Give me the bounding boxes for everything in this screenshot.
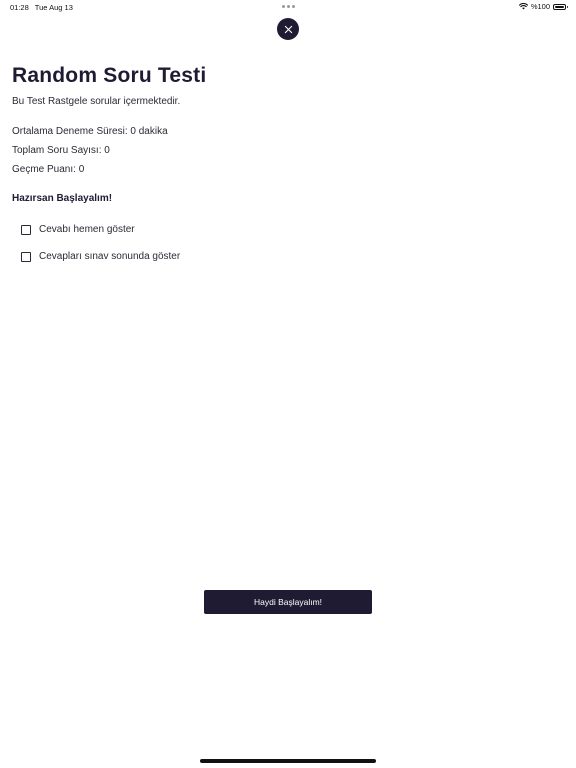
start-test-button[interactable]: Haydi Başlayalım! <box>204 590 372 614</box>
battery-fill <box>555 6 564 8</box>
test-info <box>12 62 552 262</box>
wifi-icon <box>519 3 528 10</box>
close-button[interactable] <box>277 18 299 40</box>
status-date: Tue Aug 13 <box>34 3 73 12</box>
test-description: Bu Test Rastgele sorular içermektedir. <box>12 96 181 107</box>
option-show-answer-immediately[interactable] <box>21 224 135 235</box>
status-right <box>519 2 566 11</box>
close-icon <box>284 25 293 34</box>
page-title: Random Soru Testi <box>12 64 207 87</box>
option-label: Cevabı hemen göster <box>39 224 135 235</box>
option-label: Cevapları sınav sonunda göster <box>39 251 181 262</box>
checkbox-show-answer-immediately[interactable] <box>21 225 31 235</box>
option-show-answers-at-end[interactable] <box>21 251 180 262</box>
multitasking-dots-icon[interactable] <box>282 5 295 8</box>
status-left <box>10 3 73 12</box>
average-time: Ortalama Deneme Süresi: 0 dakika <box>12 126 168 137</box>
status-bar <box>0 0 576 14</box>
checkbox-show-answers-at-end[interactable] <box>21 252 31 262</box>
battery-icon <box>553 4 566 10</box>
ready-heading: Hazırsan Başlayalım! <box>12 193 113 204</box>
passing-score: Geçme Puanı: 0 <box>12 164 85 175</box>
total-questions: Toplam Soru Sayısı: 0 <box>12 145 110 156</box>
battery-percent: %100 <box>530 2 550 11</box>
status-time: 01:28 <box>10 3 29 12</box>
home-indicator[interactable] <box>200 759 376 763</box>
